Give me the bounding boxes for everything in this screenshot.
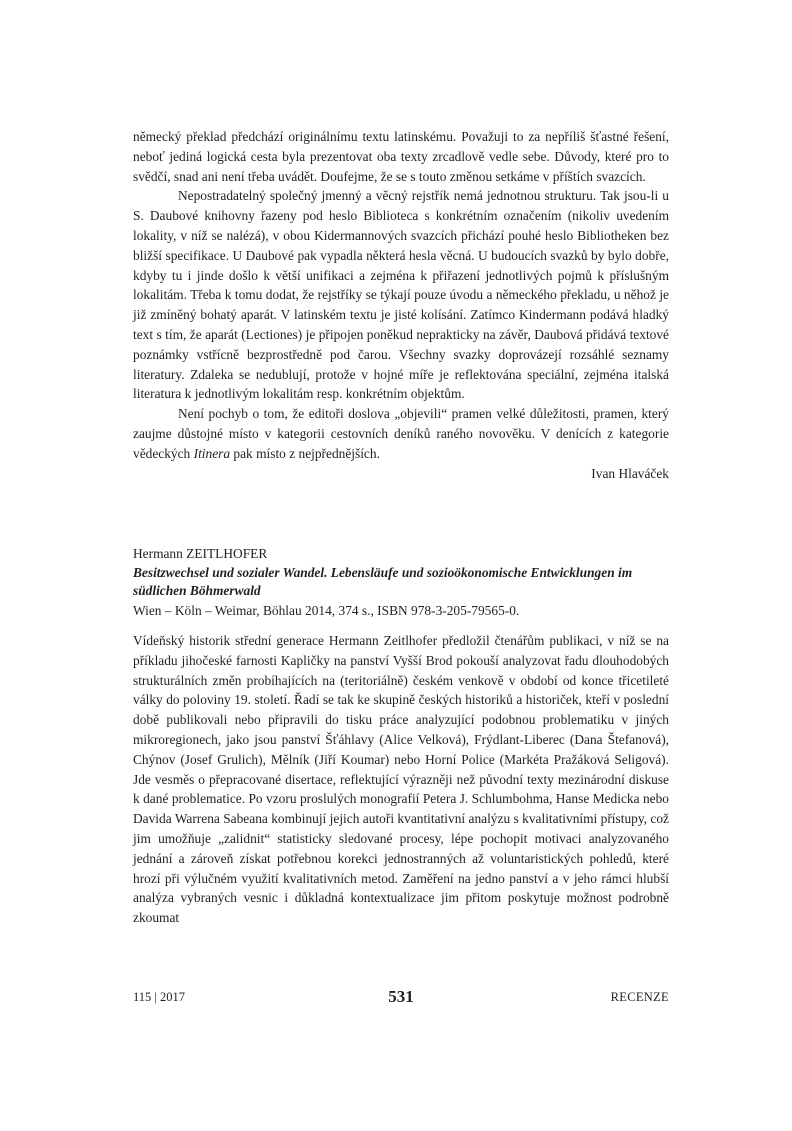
book-author: Hermann ZEITLHOFER	[133, 546, 268, 561]
page-footer	[133, 987, 669, 1011]
reviewer-signature: Ivan Hlaváček	[591, 465, 669, 481]
review-paragraph: německý překlad předchází originálnímu textu latinskému. Považuji to za nepříliš šťastné řešení, neboť jediná logická cesta byla prezentovat oba texty zrcadlově vedle sebe. Důvody, které pro to svědčí, snad ani není třeba uvádět. Doufejme, že se s touto změnou setkáme v příštích svazcích.	[133, 129, 669, 184]
book-imprint: Wien – Köln – Weimar, Böhlau 2014, 374 s., ISBN 978-3-205-79565-0.	[133, 602, 520, 618]
review-continuation	[133, 127, 669, 483]
italic-term: Itinera	[193, 445, 231, 461]
book-title: Besitzwechsel und sozialer Wandel. Lebensläufe und sozioökonomische Entwicklungen im südlichen Böhmerwald	[133, 564, 633, 599]
paragraph-text: pak místo z nejpřednějších.	[230, 445, 380, 461]
page-number: 531	[388, 987, 414, 1006]
review-body	[133, 631, 669, 928]
review-header	[133, 544, 669, 620]
journal-volume-year: 115 | 2017	[133, 990, 186, 1004]
review-paragraph	[133, 404, 669, 463]
paragraph-text: Není pochyb o tom, že editoři doslova „objevili“ pramen velké důležitosti, pramen, který zaujme důstojné místo v kategorii cestovních deníků raného novověku. V denících z kategorie vědeckých	[133, 406, 669, 461]
review-paragraph: Nepostradatelný společný jmenný a věcný rejstřík nemá jednotnou strukturu. Tak jsou-li u S. Daubové knihovny řazeny pod heslo Biblioteca s konkrétním označením (nikoliv uvedením lokality, v níž se nalézá), v obou Kidermannových svazcích přichází pouhé heslo Bibliotheken bez bližší specifikace. U Daubové pak vypadla některá hesla věcná. U budoucích svazků by bylo dobře, kdyby tu i jinde došlo k větší unifikaci a zejména k přiřazení jednotlivých pojmů k příslušným lokalitám. Třeba k tomu dodat, že rejstříky se týkají pouze úvodu a německého překladu, u něhož je již zmíněný bohatý aparát. V latinském textu je jisté kolísání. Zatímco Kindermann podává hladký text s tím, že aparát (Lectiones) je připojen poněkud neprakticky na závěr, Daubová přidává textové poznámky vstřícně bezprostředně pod čarou. Všechny svazky doprovázejí rozsáhlé seznamy literatury. Zdaleka se nedublují, protože v hojné míře je reflektována speciální, zejména italská literatura k jednotlivým lokalitám resp. konkrétním objektům.	[133, 188, 669, 402]
section-name: RECENZE	[610, 990, 669, 1004]
review-paragraph: Vídeňský historik střední generace Hermann Zeitlhofer předložil čtenářům publikaci, v níž se na příkladu jihočeské farnosti Kapličky na panství Vyšší Brod pokouší analyzovat řadu dlouhodobých strukturálních změn probíhajících na (teritoriálně) českém venkově v období od konce třicetileté války do poloviny 19. století. Řadí se tak ke skupině českých historiků a historiček, kteří v poslední době publikovali nebo připravili do tisku práce analyzující podobnou problematiku v jiných mikroregionech, jako jsou panství Šťáhlavy (Alice Velková), Frýdlant-Liberec (Dana Štefanová), Chýnov (Josef Grulich), Mělník (Jiří Koumar) nebo Horní Police (Markéta Pražáková Seligová). Jde vesměs o přepracované disertace, reflektující výrazněji než původní texty mezinárodní diskuse k dané problematice. Po vzoru proslulých monografií Petera J. Schlumbohma, Hanse Medicka nebo Davida Warrena Sabeana kombinují jejich autoři kvantitativní analýzu s kvalitativními přístupy, což jim umožňuje „zalidnit“ statisticky sledované procesy, lépe pochopit motivaci analyzovaného jednání a zároveň získat potřebnou korekci jednostranných až voluntaristických pohledů, které hrozí při výlučném využití kvalitativních metod. Zaměření na jedno panství a v jeho rámci hlubší analýza vybraných vesnic i důkladná kontextualizace jim přitom poskytuje možnost podrobně zkoumat	[133, 633, 669, 926]
